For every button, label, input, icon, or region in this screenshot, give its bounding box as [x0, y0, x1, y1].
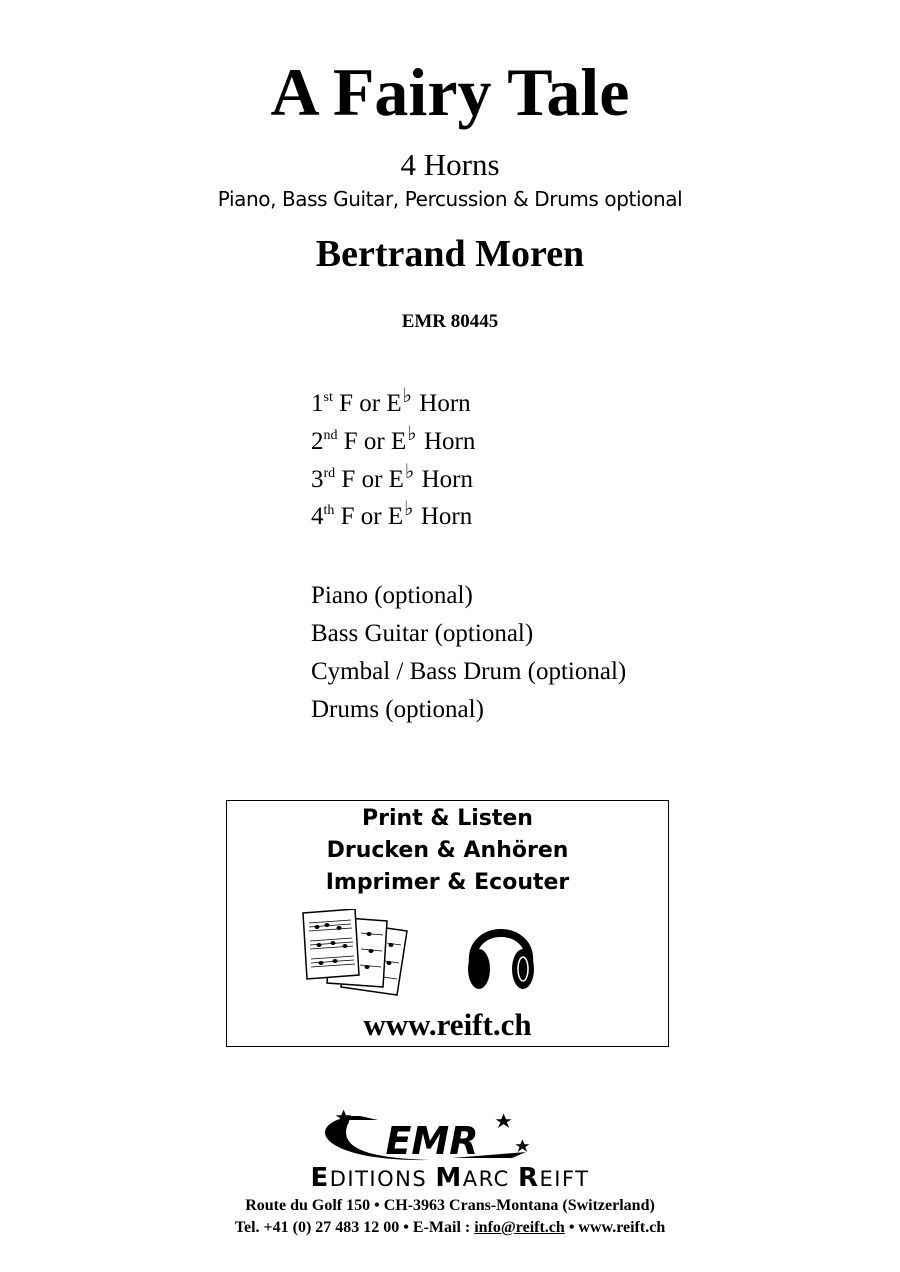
composer-name: Bertrand Moren: [315, 233, 585, 275]
part-ordinal: 4: [311, 503, 324, 530]
part-suffix: th: [323, 503, 335, 518]
flat-icon: ♭: [407, 423, 417, 445]
headphones-icon: [465, 913, 537, 995]
ensemble-subtitle: 4 Horns: [400, 147, 500, 182]
optional-part-drums: Drums (optional): [311, 696, 484, 723]
promo-line-fr: Imprimer & Ecouter: [325, 870, 570, 895]
part-ordinal: 1: [311, 390, 324, 417]
emr-logo: [312, 1110, 546, 1166]
part-suffix: st: [323, 390, 333, 405]
promo-line-de: Drucken & Anhören: [326, 838, 569, 863]
part-ordinal: 3: [311, 466, 324, 493]
publisher-address: Route du Golf 150 • CH-3963 Crans-Montana (Switzerland): [245, 1197, 655, 1214]
instrumentation-line: Piano, Bass Guitar, Percussion & Drums optional: [217, 187, 683, 211]
part-label: Horn: [415, 466, 473, 493]
website-link[interactable]: www.reift.ch: [363, 1007, 532, 1042]
promo-line-en: Print & Listen: [362, 806, 533, 831]
print-listen-box: [226, 800, 669, 1047]
part-ordinal: 2: [311, 428, 324, 455]
publisher-contact: [0, 1218, 900, 1238]
catalog-number: EMR 80445: [401, 311, 499, 332]
flat-icon: ♭: [404, 461, 415, 483]
web-text: • www.reift.ch: [564, 1219, 666, 1236]
optional-part-bass-guitar: Bass Guitar (optional): [311, 620, 534, 647]
part-label: F or E: [332, 390, 402, 417]
sheet-music-icon: [299, 909, 415, 997]
horn-part-3: [311, 461, 473, 499]
score-title: A Fairy Tale: [270, 54, 630, 130]
optional-part-cymbal: Cymbal / Bass Drum (optional): [311, 658, 627, 685]
part-label: Horn: [413, 390, 471, 417]
flat-icon: ♭: [404, 498, 414, 520]
email-link[interactable]: info@reift.ch: [474, 1219, 565, 1236]
part-label: Horn: [417, 428, 476, 455]
part-label: F or E: [335, 466, 404, 493]
phone-text: Tel. +41 (0) 27 483 12 00 • E-Mail :: [234, 1219, 475, 1236]
horn-part-4: [311, 498, 473, 536]
part-suffix: nd: [323, 428, 338, 443]
optional-part-piano: Piano (optional): [311, 582, 473, 609]
emr-logo-text: EMR: [385, 1119, 479, 1163]
horn-part-1: [311, 385, 471, 423]
publisher-name: EDITIONS MARC REIFT: [310, 1163, 590, 1193]
part-label: F or E: [337, 428, 407, 455]
horn-part-2: [311, 423, 476, 461]
part-suffix: rd: [323, 466, 336, 481]
flat-icon: ♭: [402, 385, 413, 407]
part-label: Horn: [414, 503, 473, 530]
part-label: F or E: [334, 503, 404, 530]
